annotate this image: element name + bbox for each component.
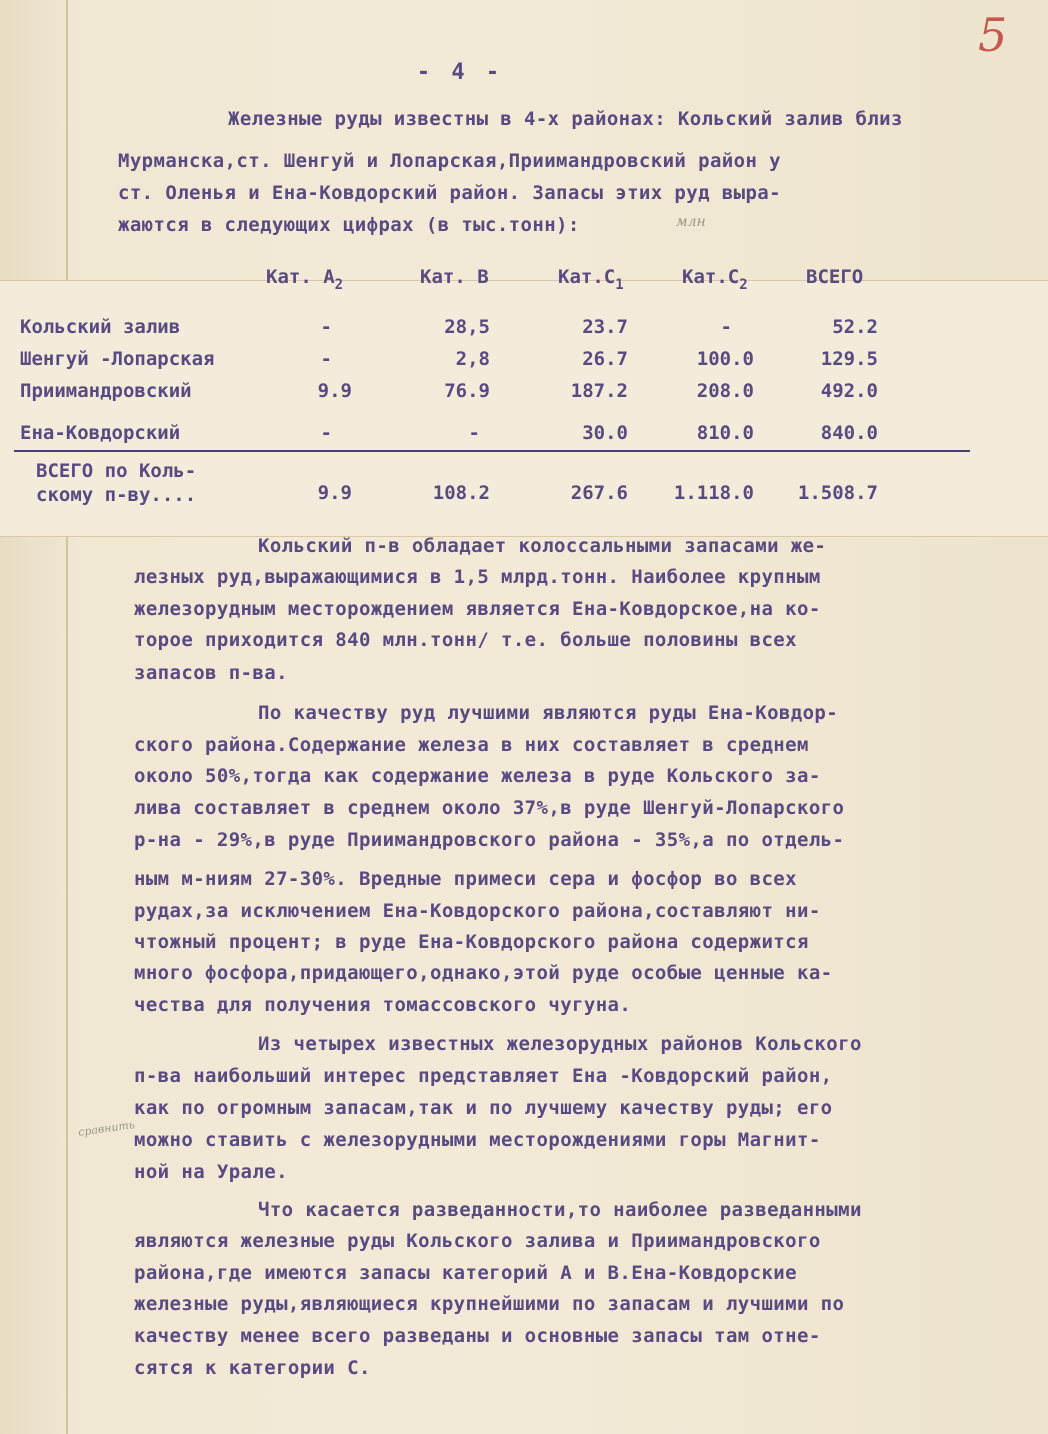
table-header: Кат. В	[420, 266, 489, 288]
table-cell: 810.0	[696, 422, 754, 444]
table-cell: 187.2	[570, 380, 628, 402]
paragraph-line: ной на Урале.	[134, 1161, 288, 1183]
intro-line: Мурманска,ст. Шенгуй и Лопарская,Приимандровский район у	[118, 150, 781, 172]
intro-line: Железные руды известны в 4-х районах: Кольский залив близ	[228, 108, 903, 130]
table-row-name: Кольский залив	[20, 316, 181, 338]
paper-fold-line	[66, 0, 68, 1434]
paragraph-line: торое приходится 840 млн.тонн/ т.е. больше половины всех	[134, 629, 797, 651]
paragraph-line: п-ва наибольший интерес представляет Ена -Ковдорский район,	[134, 1065, 833, 1087]
table-cell: 1.118.0	[673, 482, 754, 504]
table-cell: 76.9	[444, 380, 490, 402]
paragraph-line: много фосфора,придающего,однако,этой руде особые ценные ка-	[134, 962, 833, 984]
table-cell: 28,5	[444, 316, 490, 338]
table-total-rule	[14, 450, 970, 452]
table-header: $Кат.С_2$	[682, 266, 748, 293]
paragraph-line: ского района.Содержание железа в них составляет в среднем	[134, 734, 809, 756]
table-header: Кат. $А_2$	[266, 266, 344, 293]
table-cell: 100.0	[696, 348, 754, 370]
table-header: ВСЕГО	[806, 266, 864, 288]
table-cell: 26.7	[582, 348, 628, 370]
table-cell: 267.6	[570, 482, 628, 504]
page-number: - 4 -	[416, 60, 504, 85]
paragraph-line: качеству менее всего разведаны и основные запасы там отне-	[134, 1325, 821, 1347]
margin-note: сравнить	[77, 1118, 136, 1139]
paragraph-line: можно ставить с железорудными месторождениями горы Магнит-	[134, 1129, 821, 1151]
table-cell: 108.2	[432, 482, 490, 504]
table-cell: 52.2	[832, 316, 878, 338]
paragraph-line: лезных руд,выражающимися в 1,5 млрд.тонн. Наиболее крупным	[134, 566, 821, 588]
paragraph-line: р-на - 29%,в руде Приимандровского района - 35%,а по отдель-	[134, 829, 845, 851]
paragraph-line: чества для получения томассовского чугуна.	[134, 994, 632, 1016]
intro-line: жаются в следующих цифрах (в тыс.тонн):	[118, 214, 580, 236]
paragraph-line: рудах,за исключением Ена-Ковдорского района,составляют ни-	[134, 900, 821, 922]
table-cell: -	[320, 422, 332, 444]
table-cell: 9.9	[317, 380, 352, 402]
table-cell: -	[320, 316, 332, 338]
handwritten-note: млн	[676, 214, 706, 230]
total-row-label: ВСЕГО по Коль-	[36, 460, 197, 482]
table-cell: -	[468, 422, 480, 444]
paragraph-line: являются железные руды Кольского залива и Приимандровского	[134, 1230, 821, 1252]
table-cell: 23.7	[582, 316, 628, 338]
paragraph-line: Что касается разведанности,то наиболее разведанными	[258, 1199, 862, 1221]
paragraph-line: ным м-ниям 27-30%. Вредные примеси сера и фосфор во всех	[134, 868, 797, 890]
total-row-label: скому п-ву....	[36, 484, 197, 506]
handwritten-page-marker: 5	[978, 8, 1008, 62]
table-cell: 492.0	[820, 380, 878, 402]
paragraph-line: Кольский п-в обладает колоссальными запасами же-	[258, 535, 827, 557]
paragraph-line: как по огромным запасам,так и по лучшему качеству руды; его	[134, 1097, 833, 1119]
paragraph-line: Из четырех известных железорудных районов Кольского	[258, 1033, 862, 1055]
paragraph-line: железные руды,являющиеся крупнейшими по запасам и лучшими по	[134, 1293, 845, 1315]
table-cell: 2,8	[455, 348, 490, 370]
table-row-name: Ена-Ковдорский	[20, 422, 181, 444]
table-cell: 840.0	[820, 422, 878, 444]
table-cell: 9.9	[317, 482, 352, 504]
paragraph-line: сятся к категории С.	[134, 1357, 371, 1379]
table-cell: 208.0	[696, 380, 754, 402]
table-row-name: Приимандровский	[20, 380, 192, 402]
paragraph-line: района,где имеются запасы категорий А и В.Ена-Ковдорские	[134, 1262, 797, 1284]
paragraph-line: около 50%,тогда как содержание железа в руде Кольского за-	[134, 765, 821, 787]
intro-line: ст. Оленья и Ена-Ковдорский район. Запасы этих руд выра-	[118, 182, 781, 204]
table-cell: 1.508.7	[797, 482, 878, 504]
table-cell: -	[320, 348, 332, 370]
table-cell: 30.0	[582, 422, 628, 444]
paragraph-line: чтожный процент; в руде Ена-Ковдорского района содержится	[134, 931, 809, 953]
table-row-name: Шенгуй -Лопарская	[20, 348, 215, 370]
paragraph-line: запасов п-ва.	[134, 662, 288, 684]
table-header: $Кат.С_1$	[558, 266, 624, 293]
paragraph-line: По качеству руд лучшими являются руды Ена-Ковдор-	[258, 702, 839, 724]
table-cell: -	[720, 316, 732, 338]
paragraph-line: железорудным месторождением является Ена-Ковдорское,на ко-	[134, 598, 821, 620]
paragraph-line: лива составляет в среднем около 37%,в руде Шенгуй-Лопарского	[134, 797, 845, 819]
table-cell: 129.5	[820, 348, 878, 370]
